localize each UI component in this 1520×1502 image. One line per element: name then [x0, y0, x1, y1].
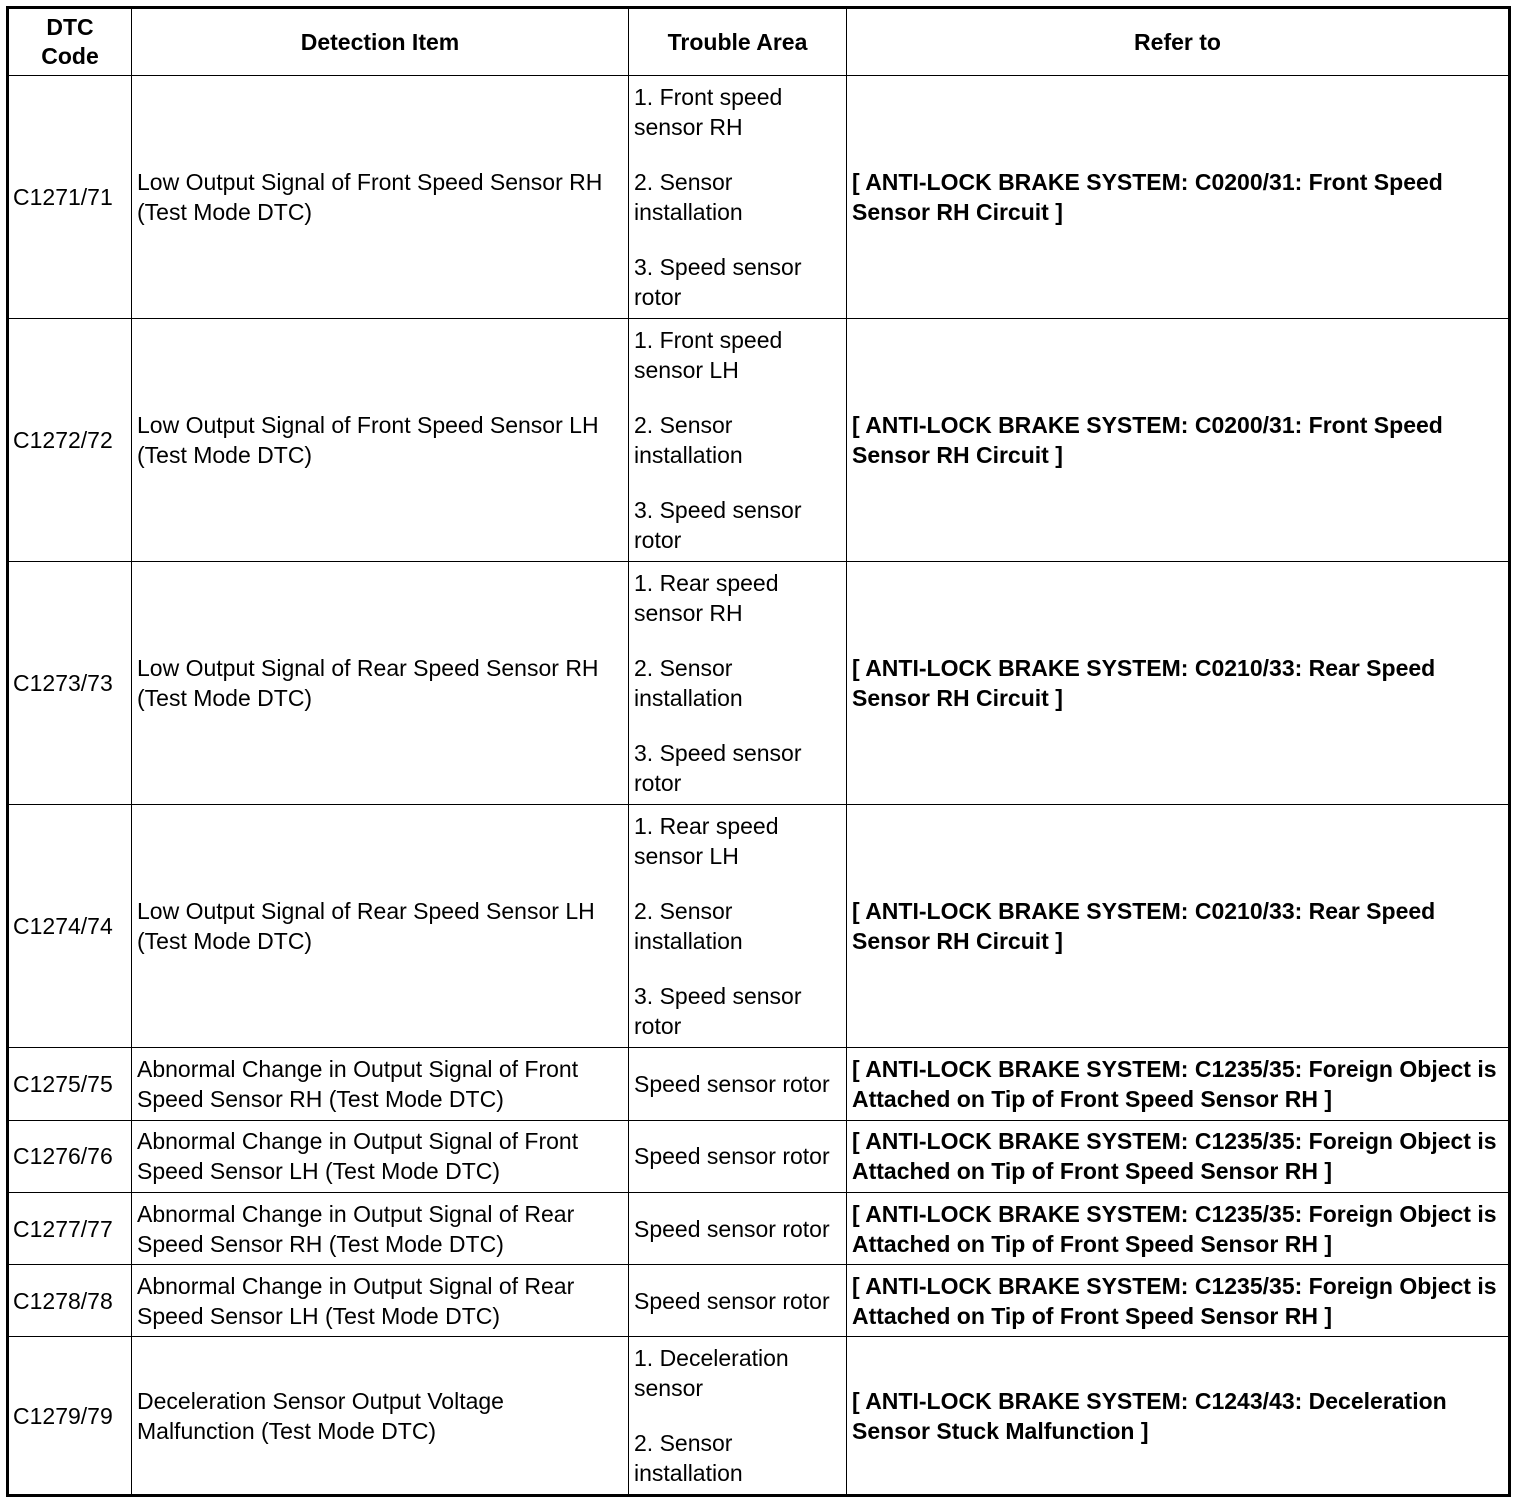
trouble-area-cell — [629, 1120, 847, 1192]
trouble-area-cell — [629, 1265, 847, 1337]
refer-to-link[interactable]: [ ANTI-LOCK BRAKE SYSTEM: C1235/35: Foreign Object is Attached on Tip of Front Speed Sensor RH ] — [847, 1265, 1510, 1337]
table-row — [8, 76, 1510, 319]
dtc-code-cell: C1276/76 — [8, 1120, 132, 1192]
trouble-area-item: Speed sensor rotor — [634, 1287, 830, 1314]
detection-item-cell: Abnormal Change in Output Signal of Front Speed Sensor RH (Test Mode DTC) — [132, 1048, 629, 1120]
trouble-area-item: 2. Sensor installation — [634, 654, 743, 711]
detection-item-cell: Abnormal Change in Output Signal of Rear Speed Sensor RH (Test Mode DTC) — [132, 1192, 629, 1264]
detection-item-cell: Abnormal Change in Output Signal of Rear Speed Sensor LH (Test Mode DTC) — [132, 1265, 629, 1337]
header-detection-item: Detection Item — [132, 8, 629, 76]
trouble-area-cell — [629, 1192, 847, 1264]
trouble-area-item: 1. Rear speed sensor RH — [634, 569, 779, 626]
dtc-code-cell: C1273/73 — [8, 561, 132, 804]
detection-item-cell: Low Output Signal of Front Speed Sensor RH (Test Mode DTC) — [132, 76, 629, 319]
dtc-code-cell: C1271/71 — [8, 76, 132, 319]
trouble-area-item: 3. Speed sensor rotor — [634, 982, 802, 1039]
header-dtc-code-line1: DTC Code — [41, 14, 99, 69]
trouble-area-item: 3. Speed sensor rotor — [634, 253, 802, 310]
trouble-area-item: Speed sensor rotor — [634, 1143, 830, 1170]
trouble-area-cell — [629, 804, 847, 1048]
table-body — [8, 76, 1510, 1496]
trouble-area-item: 2. Sensor installation — [634, 411, 743, 468]
refer-to-link[interactable]: [ ANTI-LOCK BRAKE SYSTEM: C0200/31: Front Speed Sensor RH Circuit ] — [847, 76, 1510, 319]
trouble-area-cell — [629, 1337, 847, 1496]
header-trouble-area: Trouble Area — [629, 8, 847, 76]
detection-item-cell: Abnormal Change in Output Signal of Front Speed Sensor LH (Test Mode DTC) — [132, 1120, 629, 1192]
trouble-area-item: 1. Deceleration sensor — [634, 1345, 789, 1402]
detection-item-cell: Low Output Signal of Rear Speed Sensor LH (Test Mode DTC) — [132, 804, 629, 1048]
table-row — [8, 1192, 1510, 1264]
refer-to-link[interactable]: [ ANTI-LOCK BRAKE SYSTEM: C0210/33: Rear Speed Sensor RH Circuit ] — [847, 804, 1510, 1048]
dtc-table — [6, 6, 1511, 1497]
detection-item-cell: Low Output Signal of Rear Speed Sensor RH (Test Mode DTC) — [132, 561, 629, 804]
trouble-area-item: Speed sensor rotor — [634, 1071, 830, 1097]
dtc-code-cell: C1277/77 — [8, 1192, 132, 1264]
table-row — [8, 561, 1510, 804]
refer-to-link[interactable]: [ ANTI-LOCK BRAKE SYSTEM: C1235/35: Foreign Object is Attached on Tip of Front Speed Sensor RH ] — [847, 1120, 1510, 1192]
header-row — [8, 8, 1510, 76]
trouble-area-cell — [629, 1048, 847, 1120]
table-row — [8, 318, 1510, 561]
refer-to-link[interactable]: [ ANTI-LOCK BRAKE SYSTEM: C0210/33: Rear Speed Sensor RH Circuit ] — [847, 561, 1510, 804]
refer-to-link[interactable]: [ ANTI-LOCK BRAKE SYSTEM: C0200/31: Front Speed Sensor RH Circuit ] — [847, 318, 1510, 561]
trouble-area-item: 1. Front speed sensor LH — [634, 326, 783, 383]
refer-to-link[interactable]: [ ANTI-LOCK BRAKE SYSTEM: C1243/43: Deceleration Sensor Stuck Malfunction ] — [847, 1337, 1510, 1496]
trouble-area-item: 1. Rear speed sensor LH — [634, 812, 779, 869]
trouble-area-item: Speed sensor rotor — [634, 1215, 830, 1242]
table-row — [8, 1337, 1510, 1496]
trouble-area-item: 2. Sensor installation — [634, 897, 743, 954]
trouble-area-item: 3. Speed sensor rotor — [634, 496, 802, 553]
detection-item-cell: Low Output Signal of Front Speed Sensor LH (Test Mode DTC) — [132, 318, 629, 561]
trouble-area-cell — [629, 76, 847, 319]
detection-item-cell: Deceleration Sensor Output Voltage Malfunction (Test Mode DTC) — [132, 1337, 629, 1496]
dtc-code-cell: C1279/79 — [8, 1337, 132, 1496]
refer-to-link[interactable]: [ ANTI-LOCK BRAKE SYSTEM: C1235/35: Foreign Object is Attached on Tip of Front Speed Sensor RH ] — [847, 1048, 1510, 1120]
trouble-area-item: 2. Sensor installation — [634, 1430, 743, 1487]
header-refer-to: Refer to — [847, 8, 1510, 76]
table-row — [8, 1265, 1510, 1337]
table-row — [8, 1120, 1510, 1192]
header-dtc-code — [8, 8, 132, 76]
trouble-area-item: 1. Front speed sensor RH — [634, 83, 783, 140]
trouble-area-cell — [629, 561, 847, 804]
refer-to-link[interactable]: [ ANTI-LOCK BRAKE SYSTEM: C1235/35: Foreign Object is Attached on Tip of Front Speed Sensor RH ] — [847, 1192, 1510, 1264]
trouble-area-item: 3. Speed sensor rotor — [634, 739, 802, 796]
dtc-code-cell: C1274/74 — [8, 804, 132, 1048]
trouble-area-cell — [629, 318, 847, 561]
dtc-code-cell: C1275/75 — [8, 1048, 132, 1120]
dtc-code-cell: C1278/78 — [8, 1265, 132, 1337]
dtc-code-cell: C1272/72 — [8, 318, 132, 561]
trouble-area-item: 2. Sensor installation — [634, 168, 743, 225]
table-row — [8, 804, 1510, 1048]
table-row — [8, 1048, 1510, 1120]
